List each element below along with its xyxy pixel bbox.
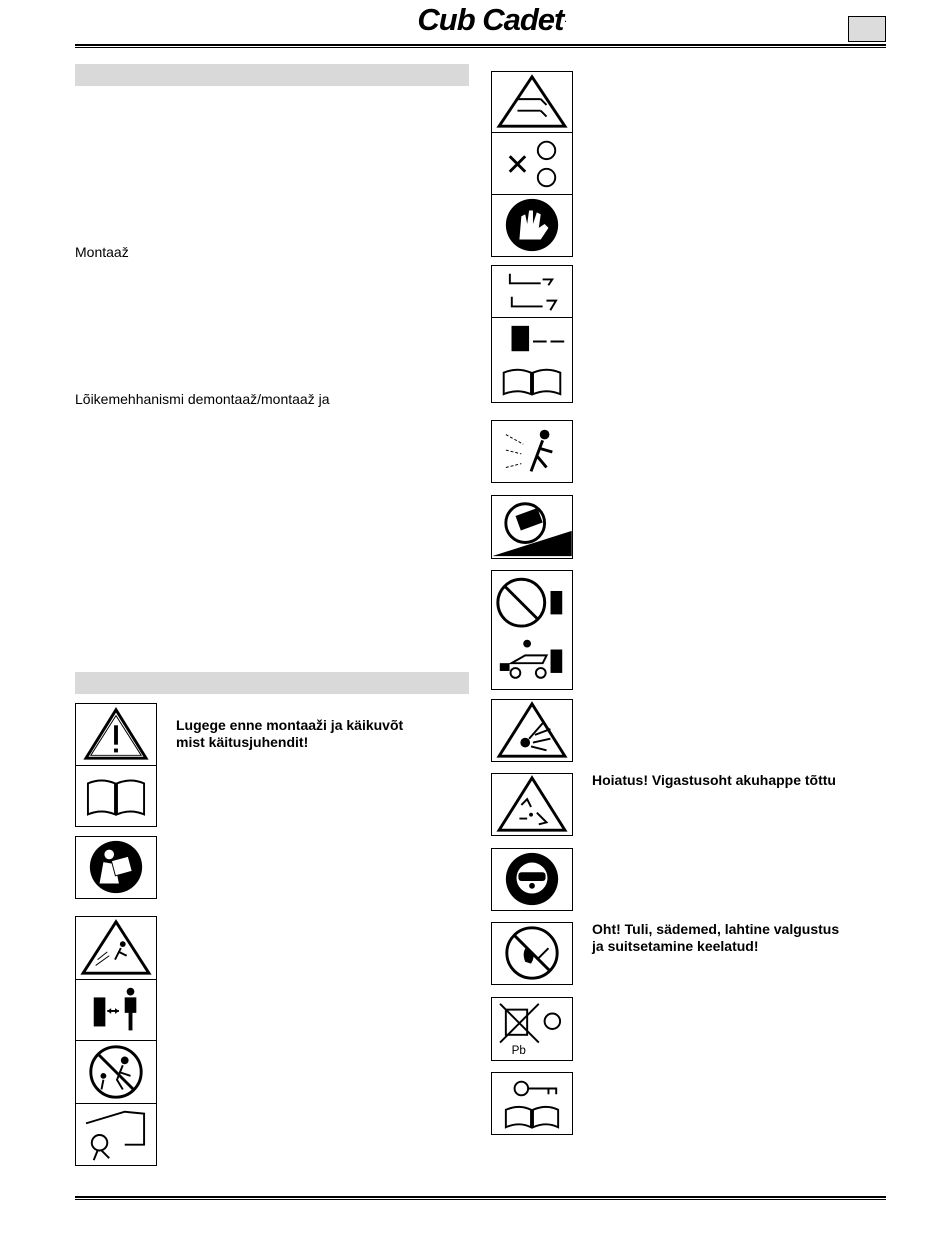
thrown-debris-icon <box>491 420 573 483</box>
thrown-objects-warning-icon <box>75 916 157 980</box>
eye-protection-icon <box>491 848 573 911</box>
no-children-icon <box>75 1040 157 1104</box>
open-book-icon <box>75 765 157 827</box>
section-header-bar <box>75 64 469 86</box>
tipping-hazard-icon <box>491 495 573 559</box>
disconnect-spark-plug-icon <box>491 317 573 403</box>
warning-triangle-icon <box>75 703 157 766</box>
brand-logo: Cub Cadet. <box>417 2 566 37</box>
recycling-label: Pb <box>511 1044 526 1058</box>
text-montaaz: Montaaž <box>75 244 129 260</box>
remove-key-icon <box>491 1072 573 1135</box>
read-manual-icon <box>75 836 157 899</box>
battery-acid-warning-icon <box>491 773 573 836</box>
blade-removal-icon <box>491 265 573 318</box>
warning-fire: Oht! Tuli, sädemed, lahtine valgustus ja suitsetamine keelatud! <box>592 921 840 954</box>
footer-rule <box>75 1196 886 1198</box>
rotating-blades-icon <box>491 132 573 195</box>
footer-rule-thin <box>75 1199 886 1200</box>
recycling-icon <box>491 997 573 1061</box>
no-fire-icon <box>491 922 573 985</box>
header-rule <box>75 44 886 46</box>
wear-gloves-icon <box>491 194 573 257</box>
cutting-blade-warning-icon <box>491 71 573 133</box>
page-tab-box <box>848 16 886 42</box>
header-rule-thin <box>75 47 886 48</box>
no-passengers-icon <box>491 570 573 690</box>
warning-read-manual: Lugege enne montaaži ja käikuvõt mist käitusjuhendit! <box>176 717 404 750</box>
explosion-warning-icon <box>491 699 573 762</box>
warning-acid: Hoiatus! Vigastusoht akuhappe tõttu <box>592 772 836 788</box>
section-header-bar-2 <box>75 672 469 694</box>
text-loikemehhanismi: Lõikemehhanismi demontaaž/montaaž ja <box>75 391 330 407</box>
blade-hazard-icon <box>75 1103 157 1166</box>
keep-distance-icon <box>75 979 157 1041</box>
